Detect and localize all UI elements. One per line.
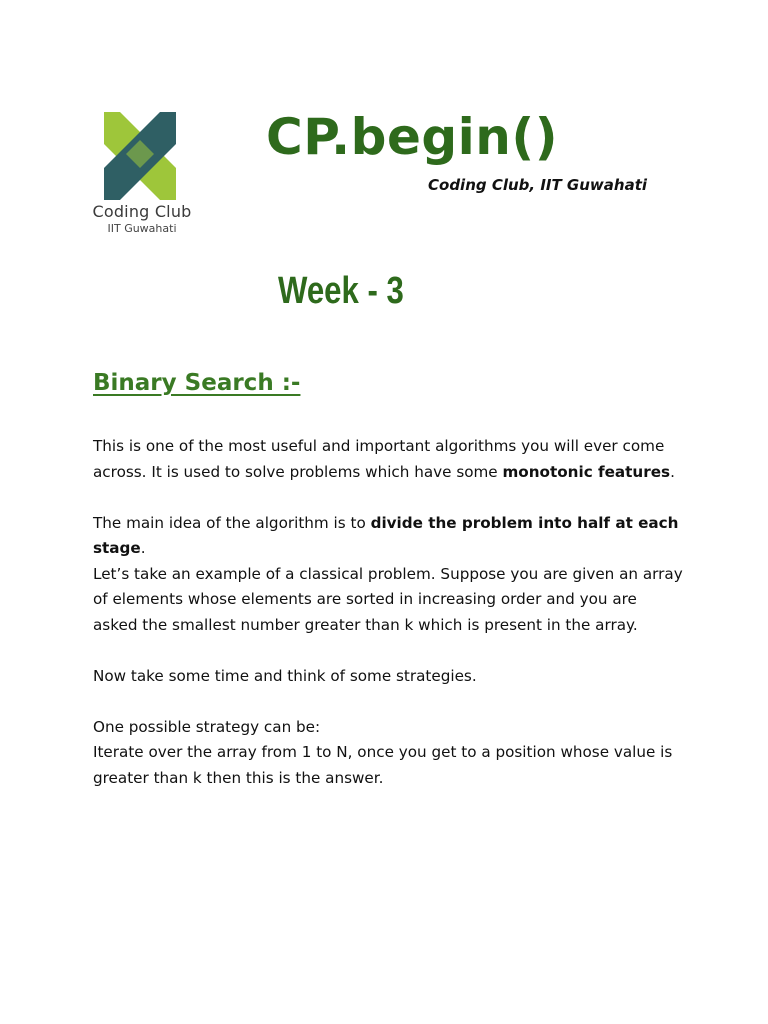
page-subtitle: Coding Club, IIT Guwahati: [428, 176, 648, 194]
paragraph-intro: [93, 434, 683, 485]
logo-name: Coding Club: [92, 202, 192, 221]
page-title: CP.begin(): [266, 108, 559, 166]
paragraph-intro-bold: monotonic features: [502, 462, 671, 481]
paragraph-intro-end: .: [670, 462, 675, 481]
coding-club-x-icon: [100, 108, 180, 202]
paragraph-main-idea-end: .: [140, 539, 146, 557]
paragraph-main-idea-bold: divide the problem into half at each stage: [93, 513, 679, 557]
paragraph-example: Let’s take an example of a classical problem. Suppose you are given an array of elements whose elements are sorted in increasing order and you are asked the smallest number greater than k which is present in the array.: [93, 564, 683, 634]
paragraph-main-idea-text: The main idea of the algorithm is to: [93, 513, 371, 532]
logo-subtitle: IIT Guwahati: [107, 222, 177, 235]
coding-club-logo: [84, 108, 204, 238]
paragraph-strategy: Iterate over the array from 1 to N, once you get to a position whose value is greater than k then this is the answer.: [93, 743, 673, 787]
paragraph-intro-text: This is one of the most useful and important algorithms you will ever come across. It is used to solve problems which have some: [93, 437, 665, 481]
section-heading: Binary Search :-: [93, 370, 301, 396]
section-content: [93, 434, 683, 791]
week-label: Week - 3: [278, 270, 404, 312]
paragraph-main-idea: [93, 511, 683, 562]
paragraph-think: Now take some time and think of some strategies.: [93, 666, 477, 685]
paragraph-strategy-intro: One possible strategy can be:: [93, 717, 321, 736]
